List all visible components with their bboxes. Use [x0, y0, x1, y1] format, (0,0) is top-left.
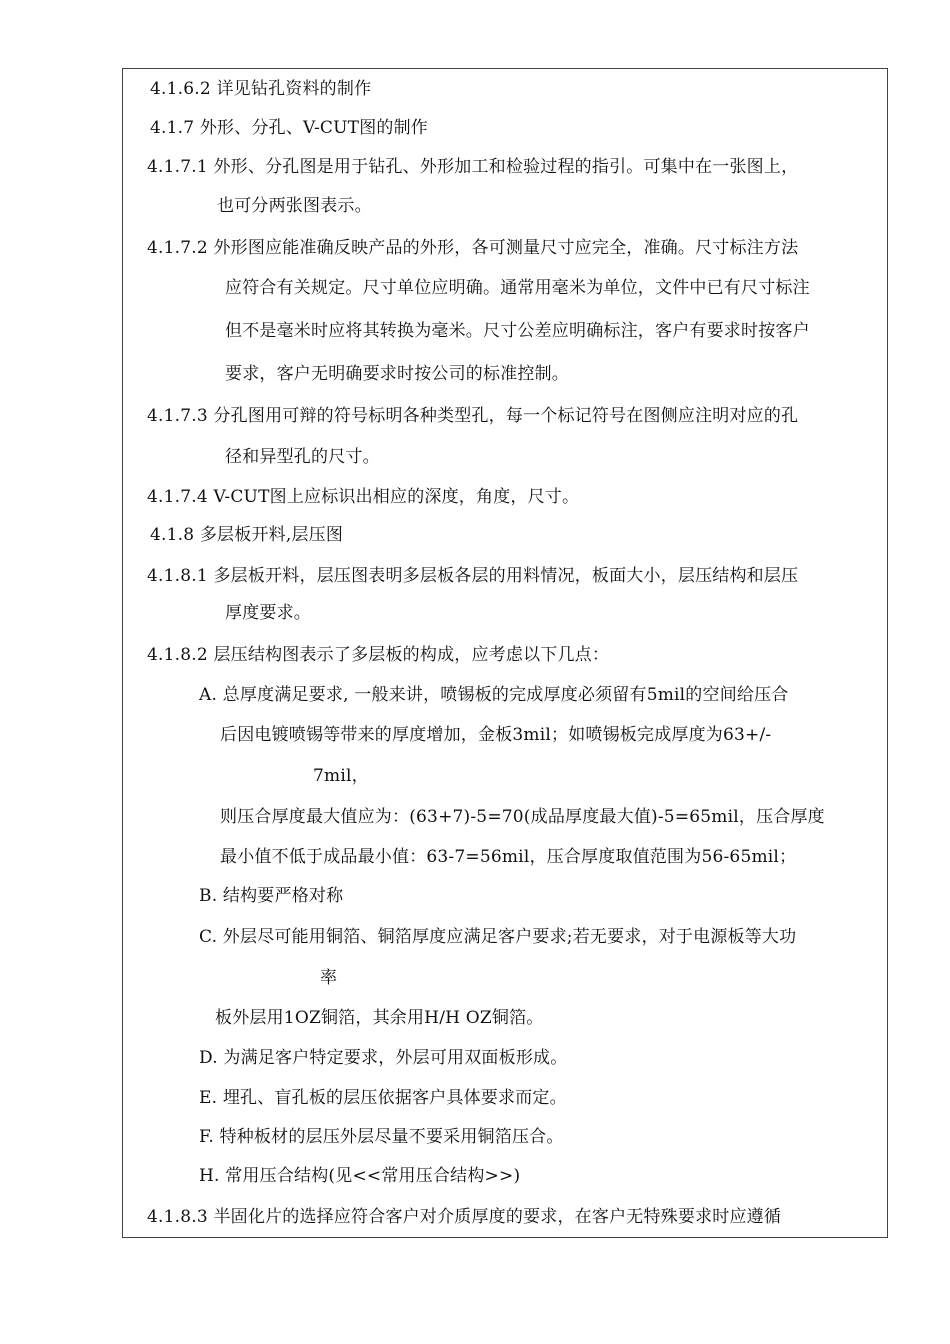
text-line: 后因电镀喷锡等带来的厚度增加，金板3mil；如喷锡板完成厚度为63+/- — [220, 725, 772, 745]
section-heading: 4.1.7 外形、分孔、V-CUT图的制作 — [150, 118, 428, 138]
list-item: F. 特种板材的层压外层尽量不要采用铜箔压合。 — [199, 1127, 564, 1147]
text-line: 应符合有关规定。尺寸单位应明确。通常用毫米为单位，文件中已有尺寸标注 — [225, 278, 810, 298]
list-item: E. 埋孔、盲孔板的层压依据客户具体要求而定。 — [199, 1088, 567, 1108]
text-line: 也可分两张图表示。 — [217, 196, 372, 216]
text-line: 4.1.7.3 分孔图用可辩的符号标明各种类型孔，每一个标记符号在图侧应注明对应的孔 — [147, 406, 799, 426]
list-item: C. 外层尽可能用铜箔、铜箔厚度应满足客户要求;若无要求，对于电源板等大功 — [199, 927, 797, 947]
text-line: 率 — [320, 968, 338, 988]
text-line: 要求，客户无明确要求时按公司的标准控制。 — [225, 364, 569, 384]
text-line: 4.1.8.1 多层板开料，层压图表明多层板各层的用料情况，板面大小，层压结构和层压 — [147, 566, 799, 586]
text-line: 4.1.7.4 V-CUT图上应标识出相应的深度，角度，尺寸。 — [147, 487, 580, 507]
text-line: 4.1.7.2 外形图应能准确反映产品的外形，各可测量尺寸应完全，准确。尺寸标注方法 — [147, 238, 799, 258]
text-line: 7mil， — [313, 766, 369, 786]
list-item: A. 总厚度满足要求, 一般来讲，喷锡板的完成厚度必须留有5mil的空间给压合 — [199, 685, 789, 705]
text-line: 板外层用1OZ铜箔，其余用H/H OZ铜箔。 — [215, 1008, 544, 1028]
text-line: 4.1.7.1 外形、分孔图是用于钻孔、外形加工和检验过程的指引。可集中在一张图上， — [147, 157, 799, 177]
text-line: 厚度要求。 — [225, 603, 311, 623]
text-line: 4.1.8.2 层压结构图表示了多层板的构成，应考虑以下几点： — [147, 645, 610, 665]
text-line: 径和异型孔的尺寸。 — [225, 447, 380, 467]
list-item: D. 为满足客户特定要求，外层可用双面板形成。 — [199, 1048, 568, 1068]
text-line: 4.1.8.3 半固化片的选择应符合客户对介质厚度的要求，在客户无特殊要求时应遵循 — [147, 1207, 782, 1227]
list-item: B. 结构要严格对称 — [199, 886, 344, 906]
section-heading: 4.1.8 多层板开料,层压图 — [150, 525, 344, 545]
text-line: 4.1.6.2 详见钻孔资料的制作 — [150, 79, 372, 99]
text-line: 但不是毫米时应将其转换为毫米。尺寸公差应明确标注，客户有要求时按客户 — [225, 321, 810, 341]
list-item: H. 常用压合结构(见<<常用压合结构>>) — [199, 1166, 521, 1186]
text-line: 最小值不低于成品最小值：63-7=56mil，压合厚度取值范围为56-65mil； — [220, 847, 797, 867]
text-line: 则压合厚度最大值应为：(63+7)-5=70(成品厚度最大值)-5=65mil，压合厚度 — [220, 807, 825, 827]
